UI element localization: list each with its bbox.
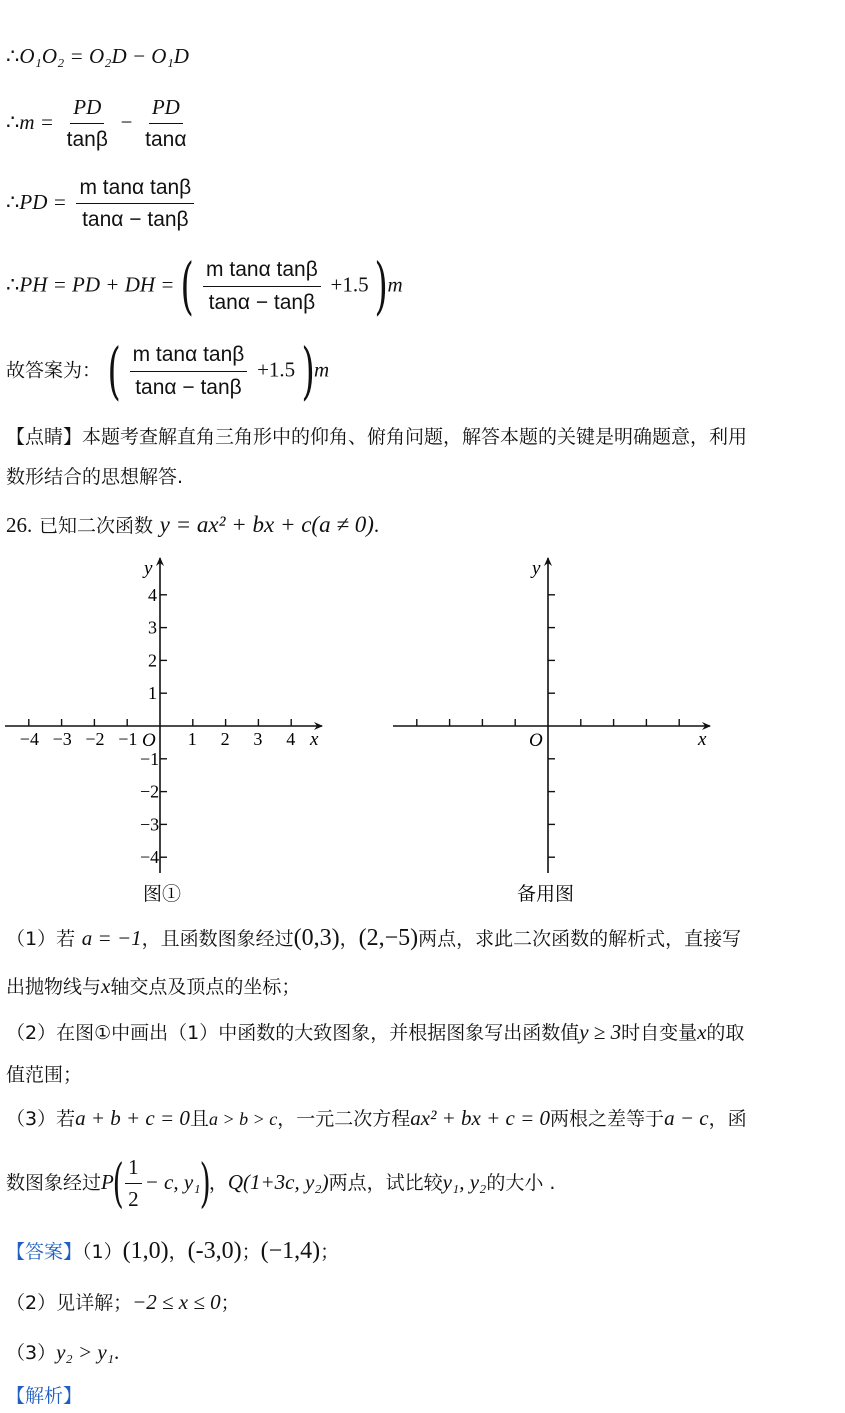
part-2-line-2: 值范围；: [6, 1064, 83, 1086]
part-2-line-1: （2）在图①中画出（1）中函数的大致图象，并根据图象写出函数值y ≥ 3时自变量x的取: [6, 1020, 745, 1044]
part-1-line-2: 出抛物线与x轴交点及顶点的坐标；: [6, 974, 301, 998]
part-3-line-1: （3）若a + b + c = 0且a > b > c，一元二次方程ax² + bx + c = 0两根之差等于a − c，函: [6, 1106, 747, 1130]
fraction: $\frac{1}{2}$: [125, 1155, 142, 1212]
x-tick-label: 1: [187, 729, 197, 749]
origin-label: O: [142, 730, 156, 751]
derivation-line-3: ∴PD = $\frac{\text{m tanα tanβ}}{\tan\alpha - \tan\beta}$: [6, 175, 197, 232]
x-tick-label: 3: [253, 729, 263, 749]
x-axis-label: x: [310, 729, 319, 750]
derivation-line-4: ∴PH = PD + DH = ( $\frac{\text{m tanα tanβ}}{\tan\alpha - \tan\beta}$ +1.5 )m: [6, 249, 403, 322]
y-tick-label: −1: [140, 748, 160, 769]
answer-line-2: （2）见详解；−2 ≤ x ≤ 0；: [6, 1290, 240, 1314]
coordinate-figures: [0, 548, 845, 918]
fraction: $\frac{PD}{\tan\beta}$: [66, 95, 108, 152]
question-26: 26. 已知二次函数 y = ax² + bx + c(a ≠ 0).: [6, 512, 380, 537]
y-axis-label: y: [532, 558, 541, 579]
fraction: $\frac{PD}{\tan\alpha}$: [145, 95, 187, 152]
y-axis-label: y: [144, 558, 153, 579]
y-tick-label: 4: [148, 584, 157, 605]
figure-2-axes: [393, 558, 710, 905]
y-tick-label: 3: [148, 617, 157, 638]
fraction: $\frac{\text{m tanα tanβ}}{\tan\alpha - \tan\beta}$: [76, 175, 194, 232]
x-tick-label: −1: [118, 729, 138, 749]
comment-line-1: 【点睛】本题考查解直角三角形中的仰角、俯角问题，解答本题的关键是明确题意，利用: [6, 426, 748, 448]
derivation-line-1: ∴O₁O₂ = O₂D − O₁D: [6, 44, 189, 68]
y-tick-label: −2: [140, 781, 160, 802]
analysis-label: 【解析】: [6, 1385, 83, 1407]
x-tick-label: −4: [19, 729, 39, 749]
part-3-line-2: 数图象经过P( $\frac{1}{2}$ − c, y₁)，Q(1+3c, y₂)两点，试比较y₁, y₂的大小 .: [6, 1153, 556, 1214]
y-tick-label: −4: [140, 847, 160, 868]
figure-2-caption: 备用图: [517, 884, 575, 905]
x-tick-label: 4: [286, 729, 296, 749]
x-tick-label: −2: [85, 729, 105, 749]
origin-label: O: [529, 730, 543, 751]
comment-line-2: 数形结合的思想解答.: [6, 466, 184, 488]
figure-1-caption: 图①: [143, 884, 182, 905]
y-tick-label: 2: [148, 650, 157, 671]
x-tick-label: 2: [220, 729, 230, 749]
fraction: $\frac{\text{m tanα tanβ}}{\tan\alpha - \tan\beta}$: [203, 257, 321, 314]
answer-line-3: （3）y₂ > y₁.: [6, 1340, 120, 1364]
part-1-line-1: （1）若 a = −1，且函数图象经过(0,3)，(2,−5)两点，求此二次函数的解析式，直接写: [6, 925, 742, 951]
fraction: $\frac{\text{m tanα tanβ}}{\tan\alpha - \tan\beta}$: [130, 342, 248, 399]
answer-line-1: 【答案】（1）(1,0)，(-3,0)；(−1,4)；: [6, 1238, 340, 1264]
x-tick-label: −3: [52, 729, 72, 749]
y-tick-label: 1: [148, 683, 157, 704]
x-axis-label: x: [698, 729, 707, 750]
figure-1-axes: [5, 558, 322, 905]
answer-conclusion: 故答案为： ( $\frac{\text{m tanα tanβ}}{\tan\alpha - \tan\beta}$ +1.5 )m: [6, 334, 330, 407]
derivation-line-2: ∴m = $\frac{PD}{\tan\beta}$ − $\frac{PD}{\tan\alpha}$: [6, 95, 193, 152]
y-tick-label: −3: [140, 814, 160, 835]
